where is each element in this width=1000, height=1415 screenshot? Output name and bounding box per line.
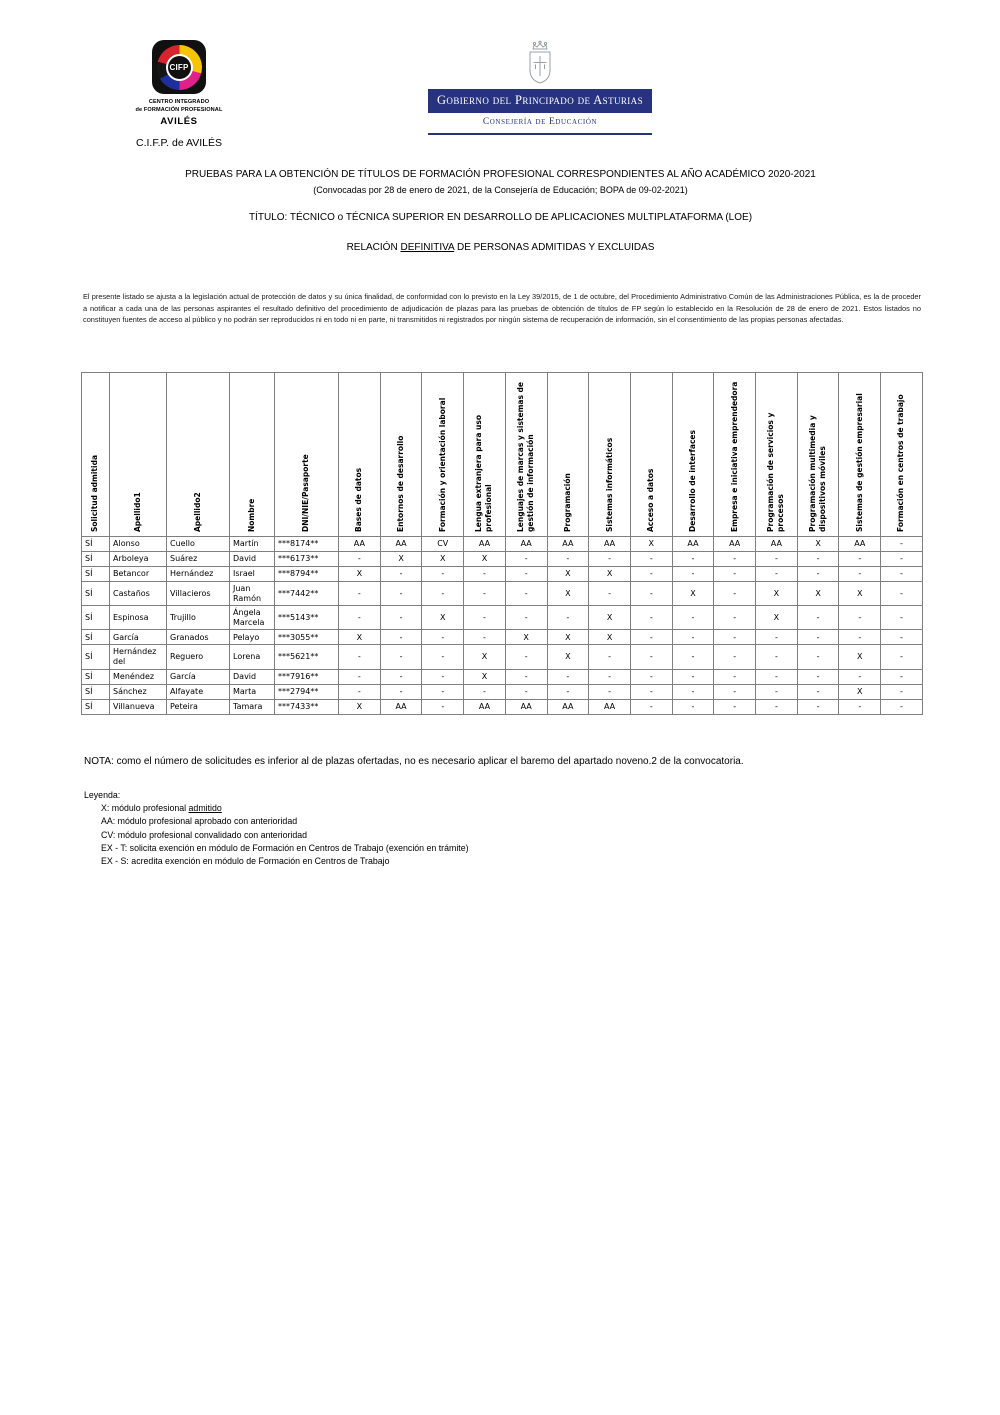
cell-module-value: -	[672, 630, 714, 645]
legend-block	[84, 789, 469, 868]
cell-module-value: -	[380, 606, 422, 630]
legend-item: EX - T: solicita exención en módulo de Formación en Centros de Trabajo (exención en trámite)	[101, 842, 469, 853]
cell-solicitud-admitida: SÍ	[82, 567, 110, 582]
cell-module-value: -	[547, 606, 589, 630]
cell-module-value: -	[839, 699, 881, 714]
cell-module-value: -	[422, 645, 464, 669]
cell-module-value: -	[797, 630, 839, 645]
relacion-line	[80, 242, 921, 253]
cell-module-value: -	[589, 552, 631, 567]
cell-module-value: -	[630, 669, 672, 684]
cell-module-value: AA	[589, 537, 631, 552]
table-row	[82, 645, 923, 669]
cell-module-value: -	[339, 606, 381, 630]
column-header-2	[167, 373, 230, 537]
cell-module-value: X	[756, 582, 798, 606]
cell-module-value: AA	[547, 699, 589, 714]
cell-module-value: X	[756, 606, 798, 630]
column-header-label: Solicitud admitida	[90, 454, 100, 532]
cell-module-value: -	[505, 669, 547, 684]
cell-module-value: -	[589, 582, 631, 606]
cell-apellido2: Alfayate	[167, 684, 230, 699]
table-row	[82, 537, 923, 552]
cell-module-value: -	[505, 606, 547, 630]
column-header-5	[339, 373, 381, 537]
asturias-shield-icon	[524, 40, 556, 86]
cell-module-value: -	[505, 552, 547, 567]
column-header-label: Programación	[562, 473, 572, 532]
cell-apellido1: Hernández del	[110, 645, 167, 669]
cell-solicitud-admitida: SÍ	[82, 630, 110, 645]
cell-module-value: -	[505, 684, 547, 699]
cifp-logo-block	[120, 40, 238, 149]
cell-apellido2: Reguero	[167, 645, 230, 669]
cell-module-value: -	[589, 684, 631, 699]
cell-solicitud-admitida: SÍ	[82, 684, 110, 699]
cell-module-value: X	[547, 645, 589, 669]
cell-module-value: -	[464, 630, 506, 645]
cell-apellido1: García	[110, 630, 167, 645]
cell-module-value: X	[422, 552, 464, 567]
cifp-caption: C.I.F.P. de AVILÉS	[136, 137, 222, 150]
cell-module-value: AA	[839, 537, 881, 552]
cell-module-value: -	[422, 582, 464, 606]
column-header-label: Lenguajes de marcas y sistemas de gestión de información	[516, 381, 536, 532]
cell-dni: ***5143**	[275, 606, 339, 630]
cell-apellido1: Arboleya	[110, 552, 167, 567]
cell-apellido2: Granados	[167, 630, 230, 645]
cell-apellido1: Menéndez	[110, 669, 167, 684]
cell-module-value: -	[339, 645, 381, 669]
cell-module-value: X	[547, 582, 589, 606]
cell-module-value: X	[839, 684, 881, 699]
cell-module-value: -	[505, 567, 547, 582]
cell-module-value: -	[422, 669, 464, 684]
cell-apellido2: Suárez	[167, 552, 230, 567]
column-header-12	[630, 373, 672, 537]
cell-nombre: Israel	[230, 567, 275, 582]
cell-dni: ***7433**	[275, 699, 339, 714]
cell-module-value: -	[881, 567, 923, 582]
cell-module-value: -	[380, 645, 422, 669]
cell-nombre: Ángela Marcela	[230, 606, 275, 630]
cell-module-value: -	[422, 699, 464, 714]
cell-solicitud-admitida: SÍ	[82, 606, 110, 630]
legend-item: CV: módulo profesional convalidado con anterioridad	[101, 829, 308, 840]
cell-module-value: -	[756, 669, 798, 684]
cell-module-value: -	[756, 567, 798, 582]
cell-dni: ***8794**	[275, 567, 339, 582]
titulo-line: TÍTULO: TÉCNICO o TÉCNICA SUPERIOR EN DESARROLLO DE APLICACIONES MULTIPLATAFORMA (LOE)	[248, 212, 753, 223]
cell-module-value: -	[672, 669, 714, 684]
cell-module-value: AA	[339, 537, 381, 552]
cell-apellido1: Castaños	[110, 582, 167, 606]
relacion-definitiva: DEFINITIVA	[400, 242, 455, 253]
cell-dni: ***5621**	[275, 645, 339, 669]
table-row	[82, 552, 923, 567]
cell-module-value: -	[589, 669, 631, 684]
cell-solicitud-admitida: SÍ	[82, 537, 110, 552]
cifp-line1: CENTRO INTEGRADO	[148, 99, 210, 105]
cell-module-value: X	[547, 630, 589, 645]
cifp-logo-icon	[152, 40, 206, 94]
cell-module-value: -	[630, 606, 672, 630]
cell-module-value: AA	[380, 537, 422, 552]
table-row	[82, 699, 923, 714]
cell-module-value: -	[589, 645, 631, 669]
cell-module-value: -	[630, 567, 672, 582]
cell-apellido2: Hernández	[167, 567, 230, 582]
cifp-ring-icon	[157, 45, 202, 90]
cell-module-value: -	[547, 669, 589, 684]
cell-solicitud-admitida: SÍ	[82, 552, 110, 567]
column-header-label: Acceso a datos	[646, 468, 656, 532]
column-header-label: Sistemas informáticos	[604, 437, 614, 532]
cell-module-value: -	[672, 684, 714, 699]
cell-module-value: -	[630, 552, 672, 567]
cell-module-value: -	[672, 567, 714, 582]
cell-apellido1: Betancor	[110, 567, 167, 582]
cell-module-value: X	[797, 582, 839, 606]
table-row	[82, 684, 923, 699]
column-header-1	[110, 373, 167, 537]
cell-nombre: David	[230, 669, 275, 684]
cell-module-value: AA	[464, 537, 506, 552]
cell-dni: ***3055**	[275, 630, 339, 645]
cell-module-value: -	[547, 684, 589, 699]
cell-dni: ***2794**	[275, 684, 339, 699]
cell-apellido2: García	[167, 669, 230, 684]
cell-module-value: -	[797, 699, 839, 714]
cell-module-value: -	[672, 645, 714, 669]
column-header-9	[505, 373, 547, 537]
table-row	[82, 582, 923, 606]
document-title-block	[80, 168, 921, 253]
cell-module-value: X	[380, 552, 422, 567]
cell-module-value: X	[839, 582, 881, 606]
column-header-label: Entornos de desarrollo	[395, 435, 405, 532]
cell-module-value: -	[464, 567, 506, 582]
column-header-label: Apellido1	[132, 492, 142, 532]
column-header-3	[230, 373, 275, 537]
convocatoria-subtitle: (Convocadas por 28 de enero de 2021, de la Consejería de Educación; BOPA de 09-02-2021)	[313, 185, 688, 195]
legend-items	[101, 802, 469, 868]
cell-module-value: -	[714, 567, 756, 582]
cell-module-value: CV	[422, 537, 464, 552]
cell-apellido1: Sánchez	[110, 684, 167, 699]
cell-module-value: AA	[589, 699, 631, 714]
cell-module-value: -	[380, 582, 422, 606]
cell-module-value: X	[630, 537, 672, 552]
column-header-14	[714, 373, 756, 537]
cifp-line2: de FORMACIÓN PROFESIONAL	[135, 106, 223, 113]
cell-apellido1: Alonso	[110, 537, 167, 552]
cell-module-value: -	[672, 699, 714, 714]
cell-module-value: X	[464, 669, 506, 684]
column-header-label: Formación y orientación laboral	[437, 397, 447, 532]
cell-module-value: -	[714, 669, 756, 684]
cell-module-value: -	[630, 645, 672, 669]
cell-nombre: David	[230, 552, 275, 567]
cell-module-value: X	[505, 630, 547, 645]
column-header-label: Lengua extranjera para uso profesional	[474, 415, 494, 532]
cell-dni: ***8174**	[275, 537, 339, 552]
cell-nombre: Lorena	[230, 645, 275, 669]
cell-module-value: AA	[756, 537, 798, 552]
column-header-label: Sistemas de gestión empresarial	[854, 393, 864, 532]
column-header-17	[839, 373, 881, 537]
cell-module-value: X	[339, 630, 381, 645]
cell-module-value: X	[797, 537, 839, 552]
relacion-post: DE PERSONAS ADMITIDAS Y EXCLUIDAS	[454, 242, 655, 253]
cell-module-value: -	[672, 606, 714, 630]
cell-module-value: AA	[380, 699, 422, 714]
cell-module-value: -	[630, 630, 672, 645]
cell-module-value: X	[672, 582, 714, 606]
cell-module-value: -	[756, 552, 798, 567]
cell-module-value: -	[339, 684, 381, 699]
column-header-label: Empresa e iniciativa emprendedora	[729, 381, 739, 532]
cell-module-value: -	[714, 684, 756, 699]
cell-module-value: -	[881, 582, 923, 606]
cifp-badge-text: CIFP	[166, 54, 193, 81]
cell-nombre: Martín	[230, 537, 275, 552]
cell-module-value: X	[464, 645, 506, 669]
cell-module-value: -	[756, 645, 798, 669]
cell-dni: ***7916**	[275, 669, 339, 684]
cell-module-value: -	[464, 582, 506, 606]
cell-nombre: Juan Ramón	[230, 582, 275, 606]
column-header-0	[82, 373, 110, 537]
cell-module-value: -	[380, 630, 422, 645]
cell-module-value: -	[881, 699, 923, 714]
cell-module-value: -	[380, 567, 422, 582]
legend-item: AA: módulo profesional aprobado con anterioridad	[101, 816, 298, 827]
cell-module-value: X	[547, 567, 589, 582]
column-header-15	[756, 373, 798, 537]
cifp-line3: AVILÉS	[160, 116, 198, 128]
column-header-label: Bases de datos	[354, 467, 364, 532]
cell-module-value: AA	[714, 537, 756, 552]
cell-module-value: -	[714, 630, 756, 645]
cell-module-value: X	[589, 567, 631, 582]
cell-module-value: -	[797, 684, 839, 699]
cell-module-value: -	[422, 630, 464, 645]
cell-module-value: X	[464, 552, 506, 567]
cell-module-value: -	[547, 552, 589, 567]
cell-module-value: -	[422, 684, 464, 699]
column-header-label: Apellido2	[192, 492, 202, 532]
cell-nombre: Tamara	[230, 699, 275, 714]
cell-nombre: Marta	[230, 684, 275, 699]
cell-module-value: -	[339, 669, 381, 684]
cell-module-value: -	[839, 567, 881, 582]
column-header-16	[797, 373, 839, 537]
cell-apellido2: Peteira	[167, 699, 230, 714]
column-header-label: Nombre	[246, 498, 256, 532]
cell-module-value: -	[797, 552, 839, 567]
cell-solicitud-admitida: SÍ	[82, 582, 110, 606]
cell-module-value: -	[339, 582, 381, 606]
cell-module-value: -	[881, 684, 923, 699]
cell-module-value: -	[881, 552, 923, 567]
cell-module-value: -	[630, 582, 672, 606]
cell-module-value: -	[464, 606, 506, 630]
cell-module-value: -	[380, 684, 422, 699]
column-header-label: Formación en centros de trabajo	[896, 394, 906, 532]
column-header-label: Desarrollo de interfaces	[687, 430, 697, 532]
cell-dni: ***7442**	[275, 582, 339, 606]
cell-solicitud-admitida: SÍ	[82, 669, 110, 684]
table-row	[82, 630, 923, 645]
cell-module-value: -	[839, 630, 881, 645]
column-header-label: Programación multimedia y dispositivos móviles	[807, 415, 828, 532]
cell-module-value: -	[422, 567, 464, 582]
cell-module-value: -	[505, 645, 547, 669]
cell-module-value: AA	[505, 537, 547, 552]
cell-dni: ***6173**	[275, 552, 339, 567]
column-header-10	[547, 373, 589, 537]
gov-logo-block	[428, 40, 652, 135]
cell-module-value: AA	[505, 699, 547, 714]
legal-text: El presente listado se ajusta a la legislación actual de protección de datos y su única finalidad, de conformidad con lo previsto en la Ley 39/2015, de 1 de octubre, del Procedimiento Administrativo Común de las Administraciones Pública, es la de proceder a notificar a cada una de las personas aspirantes el resultado definitivo del procedimiento de adjudicación de plazas para las pruebas de obtención de títulos de FP según lo establecido en la Resolución de 28 de enero de 2021. Estos listados no constituyen fuentes de acceso al público y no podrán ser reproducidos ni en todo ni en parte, ni transmitidos ni registrados por ningún sistema de recuperación de información, sin el consentimiento de las propias personas afectadas.	[83, 292, 921, 324]
cell-apellido1: Villanueva	[110, 699, 167, 714]
cell-module-value: -	[380, 669, 422, 684]
column-header-13	[672, 373, 714, 537]
cell-module-value: X	[589, 630, 631, 645]
cell-module-value: -	[839, 669, 881, 684]
legend-title: Leyenda:	[84, 790, 121, 800]
cell-module-value: -	[797, 606, 839, 630]
table-row	[82, 567, 923, 582]
table-header-row	[82, 373, 923, 537]
cell-module-value: -	[714, 582, 756, 606]
cell-module-value: -	[505, 582, 547, 606]
column-header-label: Programación de servicios y procesos	[766, 412, 786, 532]
cell-module-value: -	[339, 552, 381, 567]
table-row	[82, 606, 923, 630]
cell-module-value: -	[756, 699, 798, 714]
cell-module-value: -	[756, 630, 798, 645]
cell-module-value: -	[714, 699, 756, 714]
cell-module-value: -	[672, 552, 714, 567]
cell-module-value: X	[839, 645, 881, 669]
legend-item: X: módulo profesional admitido	[101, 803, 222, 814]
cell-module-value: -	[881, 606, 923, 630]
cell-module-value: X	[589, 606, 631, 630]
cell-module-value: -	[881, 669, 923, 684]
cell-module-value: X	[339, 567, 381, 582]
cell-module-value: X	[422, 606, 464, 630]
cell-module-value: -	[464, 684, 506, 699]
cell-module-value: X	[339, 699, 381, 714]
cell-module-value: -	[630, 684, 672, 699]
cell-module-value: -	[797, 567, 839, 582]
cell-module-value: -	[630, 699, 672, 714]
cell-module-value: -	[756, 684, 798, 699]
cell-apellido2: Villacieros	[167, 582, 230, 606]
cell-solicitud-admitida: SÍ	[82, 645, 110, 669]
cell-module-value: -	[797, 669, 839, 684]
cell-module-value: -	[797, 645, 839, 669]
column-header-8	[464, 373, 506, 537]
legend-item: EX - S: acredita exención en módulo de Formación en Centros de Trabajo	[101, 855, 390, 866]
cell-module-value: -	[714, 606, 756, 630]
gov-banner: Gobierno del Principado de Asturias	[428, 89, 652, 113]
cell-module-value: -	[881, 645, 923, 669]
cell-module-value: -	[839, 552, 881, 567]
column-header-4	[275, 373, 339, 537]
admissions-table	[81, 372, 923, 715]
column-header-6	[380, 373, 422, 537]
cell-apellido2: Trujillo	[167, 606, 230, 630]
column-header-7	[422, 373, 464, 537]
cell-module-value: -	[839, 606, 881, 630]
relacion-pre: RELACIÓN	[346, 242, 401, 253]
cell-nombre: Pelayo	[230, 630, 275, 645]
cell-module-value: -	[881, 537, 923, 552]
cell-module-value: AA	[464, 699, 506, 714]
cell-module-value: -	[714, 645, 756, 669]
cell-module-value: -	[714, 552, 756, 567]
table-row	[82, 669, 923, 684]
main-title: PRUEBAS PARA LA OBTENCIÓN DE TÍTULOS DE FORMACIÓN PROFESIONAL CORRESPONDIENTES AL AÑO ACADÉMICO 2020-2021	[185, 169, 816, 180]
cell-apellido2: Cuello	[167, 537, 230, 552]
cell-module-value: -	[881, 630, 923, 645]
gov-subtitle: Consejería de Educación	[428, 117, 652, 135]
column-header-label: DNI/NIE/Pasaporte	[301, 454, 311, 532]
cell-module-value: AA	[672, 537, 714, 552]
column-header-18	[881, 373, 923, 537]
nota-text: NOTA: como el número de solicitudes es inferior al de plazas ofertadas, no es necesario aplicar el baremo del apartado noveno.2 de la convocatoria.	[84, 756, 744, 767]
cell-module-value: AA	[547, 537, 589, 552]
cell-apellido1: Espinosa	[110, 606, 167, 630]
cell-solicitud-admitida: SÍ	[82, 699, 110, 714]
column-header-11	[589, 373, 631, 537]
